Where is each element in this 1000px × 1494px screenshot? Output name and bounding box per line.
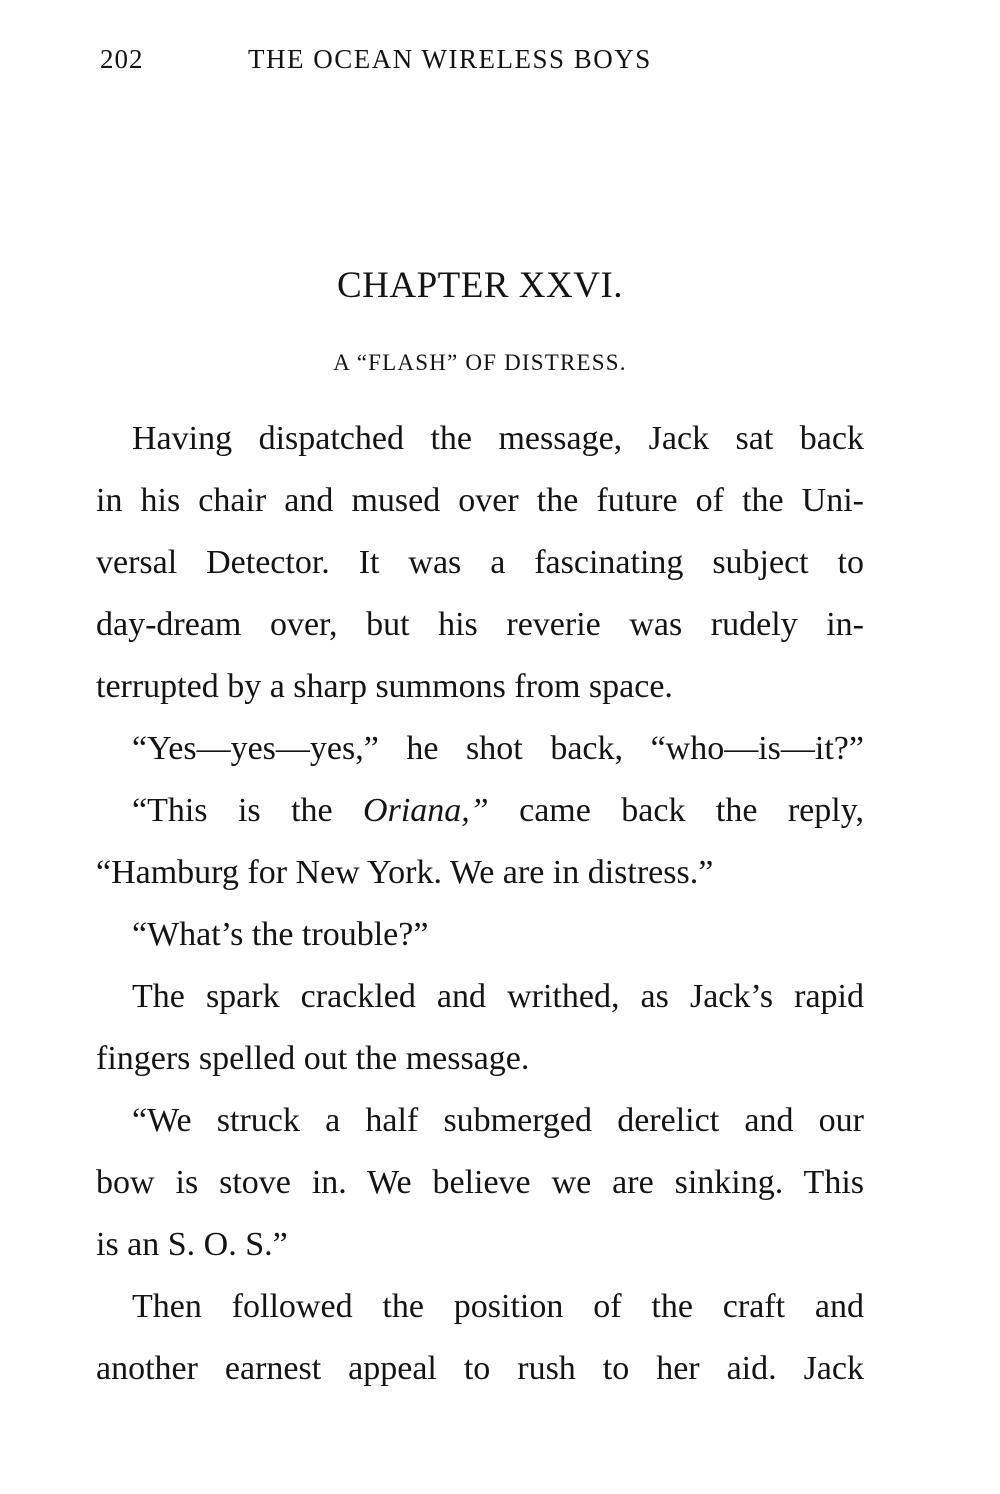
text-line: is an S. O. S.” [96,1226,288,1263]
text-line: “Yes—yes—yes,” he shot back, “who—is—it?” [132,730,864,767]
text-fragment: came back the reply, [519,792,864,829]
text-line: bow is stove in. We believe we are sinking. This [96,1164,864,1201]
text-fragment: “This is the [132,792,333,829]
chapter-subtitle: A “FLASH” OF DISTRESS. [333,350,627,375]
text-line: another earnest appeal to rush to her aid. Jack [96,1350,864,1387]
text-line: versal Detector. It was a fascinating subject to [96,544,864,581]
text-line: “What’s the trouble?” [132,916,429,953]
text-line: “Hamburg for New York. We are in distress.” [96,854,714,891]
text-line: The spark crackled and writhed, as Jack’s rapid [132,978,864,1015]
page-number: 202 [100,44,144,74]
chapter-heading: CHAPTER XXVI. [336,265,624,306]
text-line: in his chair and mused over the future of the Uni- [96,482,864,519]
text-line [96,780,864,842]
text-line: Having dispatched the message, Jack sat back [132,420,864,457]
running-header [100,44,740,84]
ship-name: Oriana,” [363,792,489,829]
text-line: “We struck a half submerged derelict and our [132,1102,864,1139]
text-line: day-dream over, but his reverie was rudely in- [96,606,864,643]
text-line: Then followed the position of the craft and [132,1288,864,1325]
body-text [96,408,864,1400]
book-title: THE OCEAN WIRELESS BOYS [248,44,652,74]
text-line: fingers spelled out the message. [96,1040,530,1077]
text-line: terrupted by a sharp summons from space. [96,668,673,705]
